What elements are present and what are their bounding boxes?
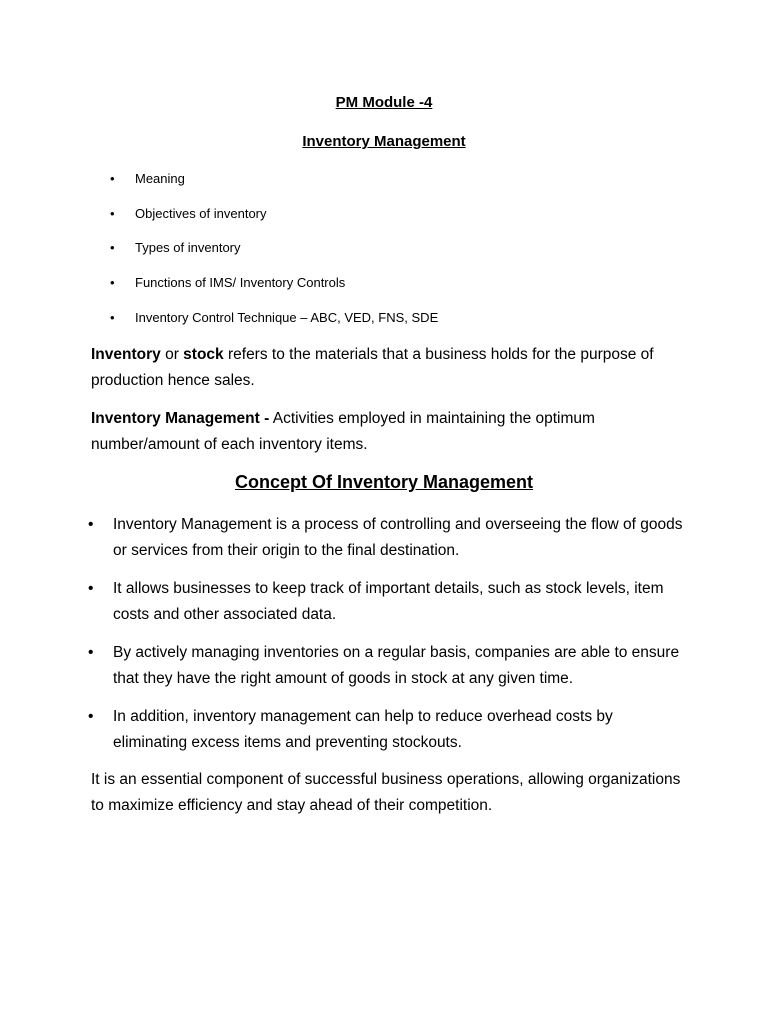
concept-point: In addition, inventory management can help to reduce overhead costs by eliminating excess items and preventing stockouts. [113,708,613,751]
list-item [110,239,438,274]
bullet-icon: • [110,205,115,221]
inventory-definition [91,342,691,393]
module-title: PM Module -4 [335,94,433,111]
term-stock: stock [183,346,224,363]
bullet-icon: • [88,708,94,725]
list-item [110,274,438,309]
list-item [110,309,438,344]
bullet-icon: • [110,240,115,256]
list-item [88,640,688,691]
bullet-icon: • [110,275,115,291]
concept-point: By actively managing inventories on a regular basis, companies are able to ensure that they have the right amount of goods in stock at any given time. [113,644,680,687]
management-definition [91,406,691,457]
list-item [88,576,688,627]
topic-list [110,170,438,343]
concept-list [88,512,688,768]
definition-text: refers to the materials that a business holds for the purpose of production hence sales. [91,346,654,389]
definition-text: Activities employed in maintaining the optimum number/amount of each inventory items. [91,410,595,453]
term-inventory-management: Inventory Management - [91,410,270,427]
bullet-icon: • [88,580,94,597]
topic-label: Meaning [135,171,185,186]
list-item [110,205,438,240]
section-title: Inventory Management [302,133,466,150]
concept-title: Concept Of Inventory Management [234,472,534,492]
concept-point: Inventory Management is a process of controlling and overseeing the flow of goods or services from their origin to the final destination. [113,516,683,559]
concept-point: It allows businesses to keep track of important details, such as stock levels, item costs and other associated data. [113,580,664,623]
topic-label: Types of inventory [135,240,241,256]
list-item [110,170,438,205]
bullet-icon: • [88,516,94,533]
bullet-icon: • [110,309,115,325]
connector-text: or [160,346,184,363]
bullet-icon: • [88,644,94,661]
topic-label: Inventory Control Technique – ABC, VED, FNS, SDE [135,309,439,325]
topic-label: Functions of IMS/ Inventory Controls [135,275,346,291]
term-inventory: Inventory [91,346,161,363]
bullet-icon: • [110,171,115,186]
conclusion-paragraph: It is an essential component of successful business operations, allowing organizations to maximize efficiency and stay ahead of their competition. [91,771,681,814]
list-item [88,704,688,755]
list-item [88,512,688,563]
topic-label: Objectives of inventory [135,205,267,221]
